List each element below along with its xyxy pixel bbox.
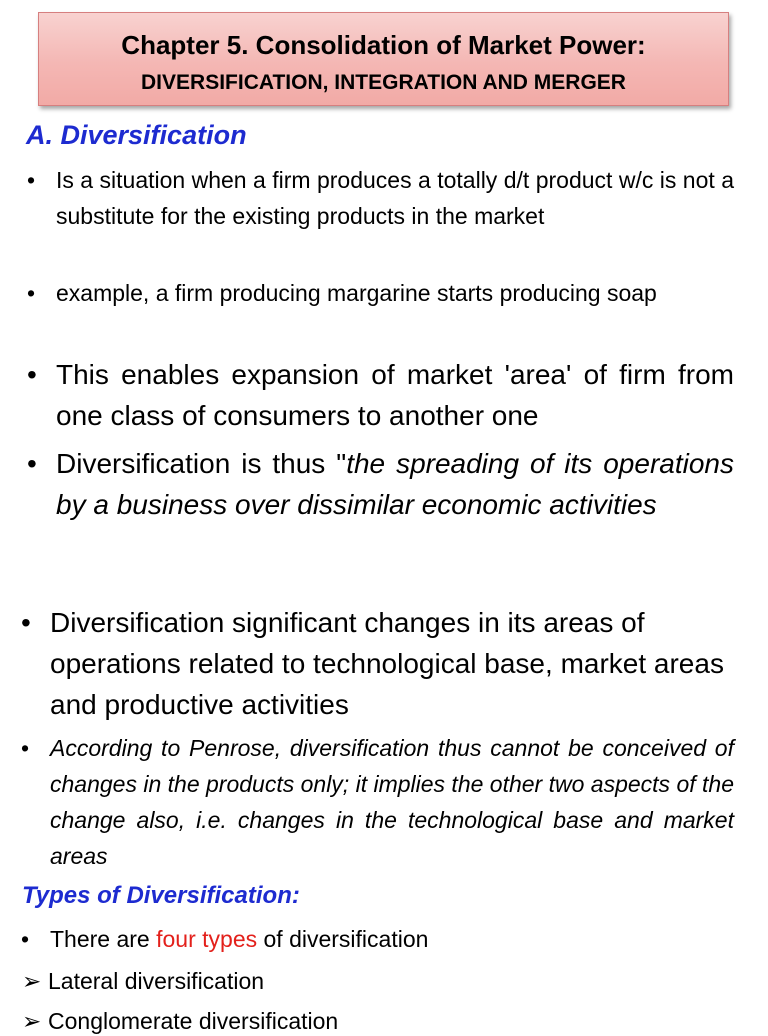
bullet-four-types	[21, 920, 734, 958]
bullet-text: Diversification significant changes in its areas of operations related to technological base, market areas and productive activities	[50, 607, 724, 720]
section-heading-diversification: A. Diversification	[26, 120, 247, 150]
type-item-conglomerate	[22, 1006, 338, 1036]
bullet-text: Is a situation when a firm produces a totally d/t product w/c is not a substitute for the existing products in the market	[56, 167, 734, 229]
bullet-text: There are	[50, 926, 157, 952]
highlight-four-types: four types	[156, 926, 258, 952]
bullet-marker: •	[27, 280, 36, 306]
bullet-marker: •	[21, 607, 31, 638]
bullet-marker: •	[21, 926, 30, 952]
bullet-text: According to Penrose, diversification thus cannot be conceived of changes in the products only; it implies the other two aspects of the change also, i.e. changes in the technological base and market areas	[50, 735, 734, 869]
bullet-penrose	[21, 730, 734, 874]
bullet-quote: the spreading of its operations by a business over dissimilar economic activities	[56, 448, 734, 520]
bullet-marker: •	[27, 448, 37, 479]
bullet-definition-quote	[27, 443, 734, 525]
bullet-example	[27, 275, 734, 311]
type-item-lateral	[22, 966, 264, 996]
arrow-bullet-icon: ➢	[22, 968, 42, 994]
bullet-text: example, a firm producing margarine starts producing soap	[56, 280, 657, 306]
bullet-significant-changes	[21, 602, 734, 725]
type-item-label: Conglomerate diversification	[48, 1008, 339, 1034]
chapter-title: Chapter 5. Consolidation of Market Power:	[121, 30, 646, 60]
bullet-marker: •	[27, 167, 36, 193]
types-heading: Types of Diversification:	[22, 882, 300, 909]
bullet-marker: •	[21, 735, 30, 761]
arrow-bullet-icon: ➢	[22, 1008, 42, 1034]
chapter-title-box	[38, 12, 729, 106]
bullet-text: Diversification is thus "	[56, 448, 347, 479]
bullet-marker: •	[27, 359, 37, 390]
bullet-text: of diversification	[257, 926, 429, 952]
bullet-text: This enables expansion of market 'area' of firm from one class of consumers to another one	[56, 359, 734, 431]
chapter-subtitle: DIVERSIFICATION, INTEGRATION AND MERGER	[141, 71, 626, 94]
bullet-definition	[27, 162, 734, 234]
type-item-label: Lateral diversification	[48, 968, 265, 994]
bullet-expansion	[27, 354, 734, 436]
